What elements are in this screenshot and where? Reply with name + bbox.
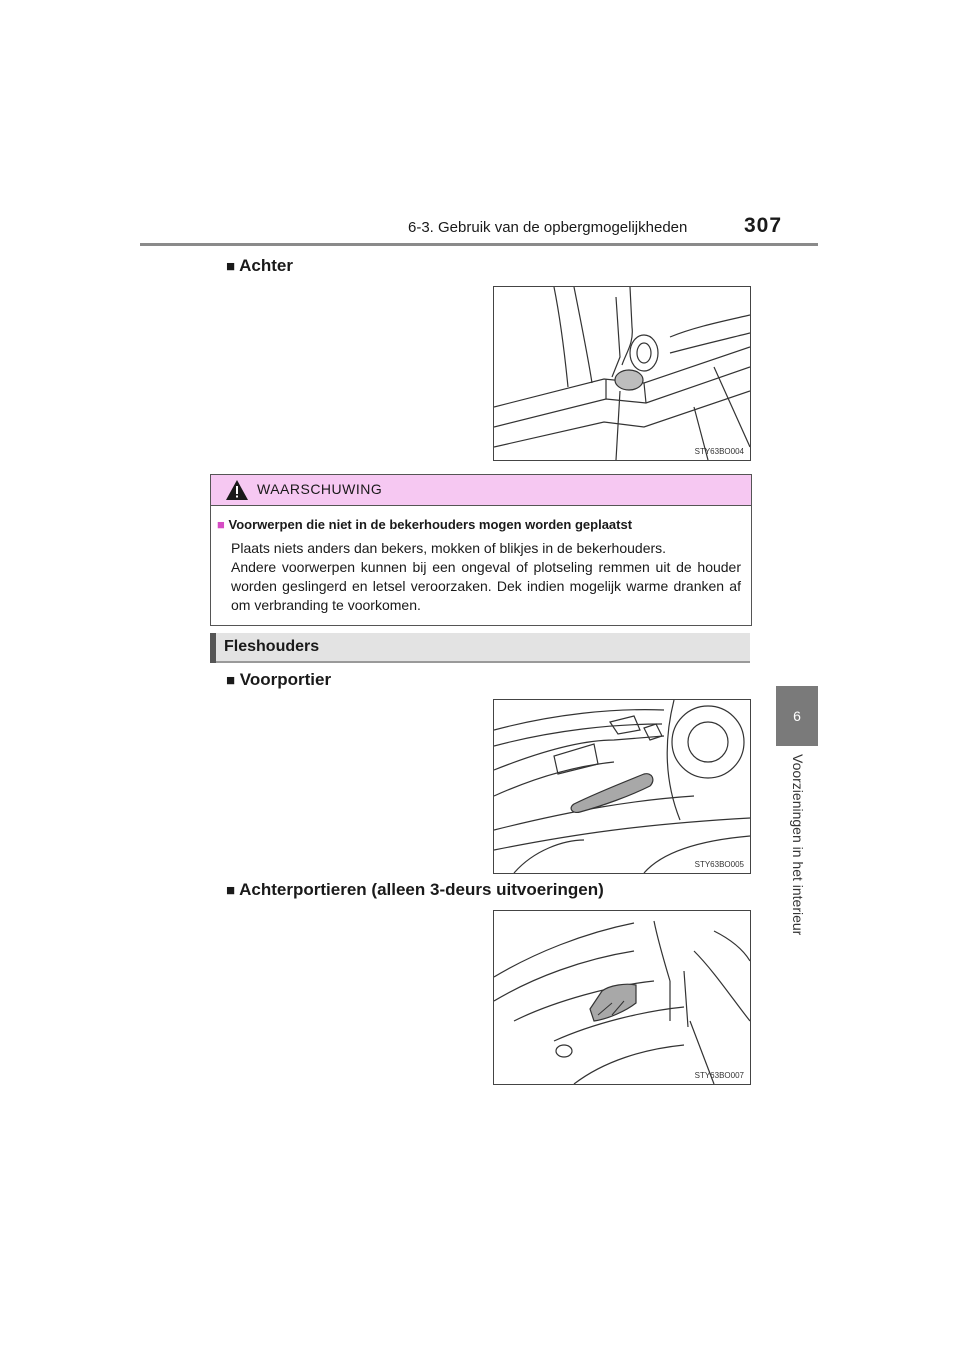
heading-achterportieren-text: Achterportieren (alleen 3-deurs uitvoeringen): [239, 880, 604, 899]
image-code-achterportieren: STY63BO007: [694, 1071, 744, 1080]
front-door-drawing: [494, 700, 750, 873]
warning-body: [231, 539, 741, 615]
illustration-front-door-bottle-holder: [493, 699, 751, 874]
header-rule: [140, 243, 818, 246]
band-accent-bar: [210, 633, 216, 663]
warning-body-line1: Plaats niets anders dan bekers, mokken of blikjes in de bekerhouders.: [231, 540, 667, 556]
warning-triangle-icon: [225, 479, 249, 501]
section-band-fleshouders: [210, 633, 750, 663]
bullet-square-icon: ■: [226, 882, 236, 899]
illustration-rear-cupholder: [493, 286, 751, 461]
bullet-square-icon: ■: [226, 672, 236, 689]
header-section-title: 6-3. Gebruik van de opbergmogelijkheden: [408, 219, 688, 236]
chapter-number: 6: [793, 708, 801, 724]
warning-body-line2: Andere voorwerpen kunnen bij een ongeval of plotseling remmen uit de houder worden geslingerd en letsel veroorzaken. Dek indien mogelijk warme dranken af om verbranding te voorkomen.: [231, 559, 741, 613]
rear-door-drawing: [494, 911, 750, 1084]
heading-achterportieren: [226, 880, 604, 900]
heading-voorportier: [226, 670, 331, 690]
heading-achter-text: Achter: [239, 256, 294, 275]
rear-cupholder-drawing: [494, 287, 750, 460]
bullet-square-icon: ■: [226, 258, 236, 275]
image-code-achter: STY63BO004: [694, 447, 744, 456]
warning-title: WAARSCHUWING: [257, 481, 383, 497]
warning-header: [211, 475, 751, 506]
image-code-voorportier: STY63BO005: [694, 860, 744, 869]
warning-item-title: Voorwerpen die niet in de bekerhouders mogen worden geplaatst: [228, 517, 633, 532]
pink-square-icon: ■: [217, 517, 225, 532]
chapter-label: Voorzieningen in het interieur: [790, 754, 806, 936]
band-title: Fleshouders: [224, 638, 320, 655]
warning-box: [210, 474, 752, 626]
warning-item-heading: [217, 517, 632, 532]
heading-voorportier-text: Voorportier: [239, 670, 332, 689]
page-number: 307: [744, 214, 783, 237]
illustration-rear-door-bottle-holder: [493, 910, 751, 1085]
heading-achter: [226, 256, 293, 276]
